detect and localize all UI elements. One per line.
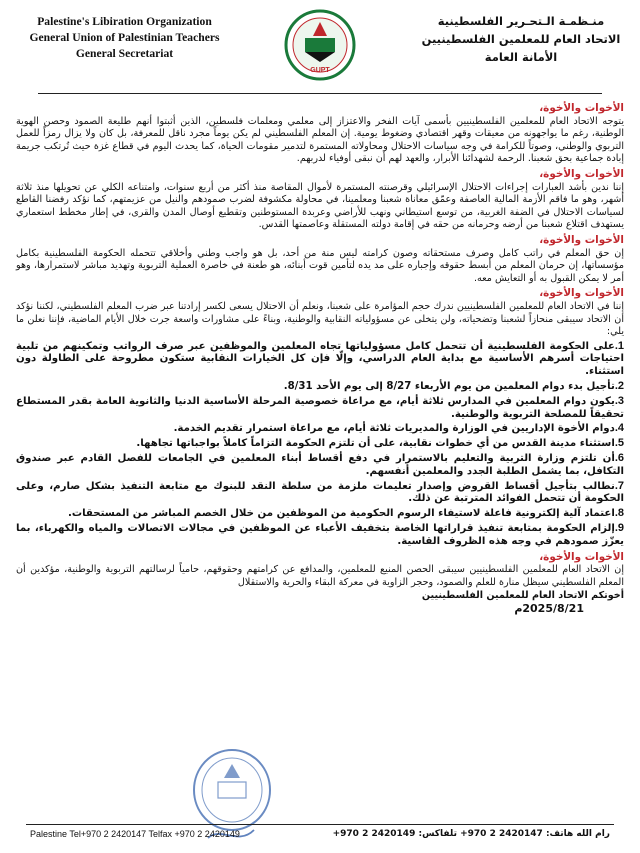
union-name-en: General Union of Palestinian Teachers: [29, 31, 220, 44]
greeting: الأخوات والأخوة،: [539, 287, 624, 300]
greeting: الأخوات والأخوة،: [539, 167, 624, 180]
list-item: 5.استثناء مدينة القدس من أي خطوات نقابية، على أن تلتزم الحكومة التزاماً كاملاً بواجباتها تجاهها.: [136, 437, 624, 450]
list-item: 4.دوام الأخوة الإداريين في الوزارة والمديريات ثلاثة أيام، مع مراعاة استمرار تقديم الخدمة.: [173, 422, 624, 435]
paragraph-1: يتوجه الاتحاد العام للمعلمين الفلسطينيين بأسمى آيات الفخر والاعتزاز إلى معلمي ومعلمات فلسطين، الذين أثبتوا أنهم طليعة الصمود وحصن الهوية الوطنية، رغم ما يواجهونه من معيقات وقهر اقتصادي وضغوط يومية. إن المعلم الفلسطيني لم يكن يوماً مجرد ناقل للمعرفة، بل كان ولا يزال رمزاً للعمل التربوي والوطني، وصوتاً للكرامة في وجه سياسات الاحتلال ومحاولاته المستمرة لتدمير مقومات الحياة، كما يحدث اليوم في قطاع غزة حيث تُرتكب جريمة إبادة جماعية بحق شعبنا. الرحمة لشهدائنا الأبرار، والعهد لهم أن نبقى أوفياء لدربهم.: [16, 115, 624, 165]
signature-line: أخوتكم الاتحاد العام للمعلمين الفلسطينيين: [421, 590, 624, 602]
paragraph-3: إن حق المعلم في راتب كامل وصرف مستحقاته وصون كرامته ليس منة من أحد، بل هو واجب وطني وأخلاقي تتحمله الحكومة الفلسطينية بكامل مؤسساتها، إن حرمان المعلم من أبسط حقوقه وإجباره على مد يده لتأمين قوت أبنائه، هو طعنة في خاصرة العملية التربوية وتهديد مباشر لاستمرارها، وهو أمر لا يمكن القبول به أو التعايش معه.: [16, 247, 624, 284]
header-english: [22, 14, 227, 62]
greeting: الأخوات والأخوة،: [539, 233, 624, 246]
greeting: الأخوات والأخوة،: [539, 550, 624, 563]
statement-body: [16, 100, 624, 616]
list-item: 6.أن تلتزم وزارة التربية والتعليم بالاستمرار في دفع أقساط أبناء المعلمين في الجامعات للفصل القادم عبر صندوق التكافل، بما يشمل الطلبة الجدد والمعلمين أنفسهم.: [16, 452, 624, 477]
list-item: 7.نطالب بتأجيل أقساط القروض وإصدار تعليمات ملزمة من سلطة النقد للبنوك مع متابعة التنفيذ بشكل صارم، وعلى الحكومة أن تتحمل الفوائد المترتبة عن ذلك.: [16, 479, 624, 505]
org-name-ar: منـظمـة الـتحـرير الفلسطينية: [437, 14, 605, 28]
list-item: 9.إلزام الحكومة بمتابعة تنفيذ قراراتها الخاصة بتخفيف الأعباء عن الموظفين في مجالات الاتصالات والمياه والكهرباء، بما يعزّز صمودهم في وجه هذه الظروف القاسية.: [16, 522, 624, 547]
paragraph-4: إننا في الاتحاد العام للمعلمين الفلسطينيين ندرك حجم المؤامرة على شعبنا، ونعلم أن الاحتلال يسعى لكسر إرادتنا عبر ضرب المعلم الفلسطيني، لكننا نؤكد أن الاتحاد سيبقى منحازاً لشعبنا وتضحياته، ولن يتخلى عن مسؤولياته النقابية والوطنية، وبناءً على مشاورات واسعة جرت خلال الأيام الماضية، فإننا نعلن ما يلي:: [16, 300, 624, 338]
demands-list: [16, 340, 624, 549]
list-item: 3.يكون دوام المعلمين في المدارس ثلاثة أيام، مع مراعاة خصوصية المرحلة الأساسية الدنيا والثانوية العامة بقدر المستطاع تحقيقاً للمصلحة التربوية والوطنية.: [16, 394, 624, 420]
list-item: 2.تأجيل بدء دوام المعلمين من يوم الأربعاء 8/27 إلى يوم الأحد 8/31.: [283, 380, 624, 393]
paragraph-2: إننا ندين بأشد العبارات إجراءات الاحتلال الإسرائيلي وقرصنته المستمرة لأموال المقاصة منذ أكثر من أربع سنوات، وامتناعه الكلي عن تحويلها منذ ثلاثة أشهر، وهو ما فاقم الأزمة المالية العاصفة وعمّق معاناة شعبنا ومعلمينا، في محاولة مكشوفة لضرب صمودهم والنيل من عزيمتهم، كما نؤكد رفضنا القاطع لسياسات الاحتلال في الضفة الغربية، من توسع استيطاني ونهب للأراضي وعربدة المستوطنين وتقطيع أوصال المدن والقرى، في إطار مخطط استعماري يستهدف اقتلاع شعبنا من أرضه وحرمانه من حقه في إقامة دولته المستقلة وعاصمتها القدس.: [16, 181, 624, 231]
list-item: 8.اعتماد آلية إلكترونية فاعلة لاستيفاء الرسوم الحكومية من الموظفين من خلال الخصم المباشر من المستحقات.: [67, 507, 624, 520]
org-name-en: Palestine's Libiration Organization: [37, 15, 212, 28]
header-arabic: [416, 12, 626, 66]
footer-contact-ar: رام الله هاتف: 2420147 2 970+ تلفاكس: 2420149 2 970+: [332, 829, 610, 839]
list-item: 1.على الحكومة الفلسطينية أن تتحمل كامل مسؤولياتها تجاه المعلمين والموظفين عبر صرف الرواتب وتمكينهم من تلبية احتياجات أسرهم الأساسية مع بداية العام الدراسي، وإلّا فإن كل الخيارات النقابية ستكون مطروحة على الطاولة دون استثناء.: [16, 339, 624, 378]
greeting: الأخوات والأخوة،: [539, 102, 624, 114]
union-name-ar: الاتحاد العام للمعلمين الفلسطينيين: [421, 32, 621, 46]
footer-divider: [26, 824, 614, 825]
paragraph-5: إن الاتحاد العام للمعلمين الفلسطينيين سيبقى الحصن المنيع للمعلمين، والمدافع عن كرامتهم وحقوقهم، حامياً لرسالتهم التربوية والوطنية، مؤكدين أن المعلم الفلسطيني سيظل منارة للعلم والصمود، وحجر الزاوية في معركة البقاء والحرية والاستقلال: [16, 564, 624, 588]
header-divider: [38, 93, 602, 94]
secretariat-en: General Secretariat: [75, 47, 174, 60]
union-logo: [283, 8, 357, 84]
secretariat-ar: الأمانة العامة: [484, 50, 558, 64]
document-date: 2025/8/21م: [514, 602, 584, 616]
logo-text: GUPT: [310, 67, 330, 74]
footer-contact-en: Palestine Tel+970 2 2420147 Telfax +970 2 2420149: [30, 829, 240, 839]
